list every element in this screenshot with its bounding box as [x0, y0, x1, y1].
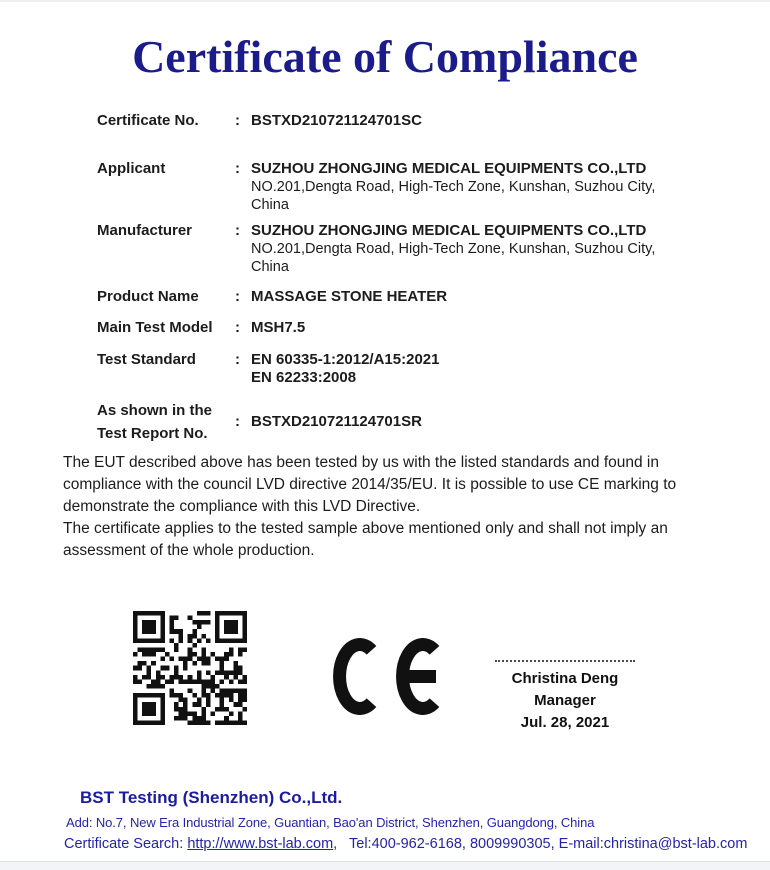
certificate-search-label: Certificate Search: — [64, 836, 188, 852]
manufacturer-address-line2: China — [251, 259, 289, 275]
field-colon: : — [235, 319, 240, 336]
field-row-main-test-model — [97, 319, 657, 337]
applicant-value — [251, 160, 657, 214]
field-colon: : — [235, 288, 240, 305]
field-row-test-report-no — [97, 399, 657, 445]
signature-dotted-line — [495, 660, 635, 662]
field-row-certificate-no — [97, 112, 657, 130]
field-colon: : — [235, 413, 240, 430]
ce-mark-icon — [333, 638, 440, 715]
compliance-statement — [63, 452, 713, 562]
statement-paragraph-1: The EUT described above has been tested by us with the listed standards and found in compliance with the council LVD directive 2014/35/EU. It is possible to use CE marking to demonstrate the compliance with this LVD Directive. — [63, 454, 677, 515]
field-colon: : — [235, 160, 240, 177]
field-colon: : — [235, 351, 240, 368]
footer-certificate-search-line — [64, 836, 770, 852]
field-label: Product Name — [97, 288, 199, 305]
field-label: Test Standard — [97, 351, 196, 368]
certificate-number-value: BSTXD210721124701SC — [251, 112, 422, 129]
field-row-manufacturer — [97, 222, 657, 276]
field-row-product-name — [97, 288, 657, 306]
page-title: Certificate of Compliance — [132, 31, 638, 82]
test-standard-line1: EN 60335-1:2012/A15:2021 — [251, 351, 440, 368]
applicant-address-line2: China — [251, 197, 289, 213]
manufacturer-address-line1: NO.201,Dengta Road, High-Tech Zone, Kunshan, Suzhou City, — [251, 241, 656, 257]
footer — [0, 780, 770, 852]
field-label — [97, 399, 235, 445]
top-edge-strip — [0, 0, 770, 2]
applicant-address-line1: NO.201,Dengta Road, High-Tech Zone, Kunshan, Suzhou City, — [251, 179, 656, 195]
field-label: Manufacturer — [97, 222, 193, 239]
test-standard-value — [251, 351, 657, 387]
manufacturer-value — [251, 222, 657, 276]
statement-paragraph-2: The certificate applies to the tested sample above mentioned only and shall not imply an assessment of the whole production. — [63, 520, 668, 559]
field-label-line1: As shown in the — [97, 402, 213, 419]
field-label: Main Test Model — [97, 319, 213, 336]
field-label: Certificate No. — [97, 112, 199, 129]
main-test-model-value: MSH7.5 — [251, 319, 306, 336]
footer-company-name: BST Testing (Shenzhen) Co.,Ltd. — [80, 788, 343, 807]
signature-block — [487, 650, 643, 734]
qr-code-icon — [133, 611, 247, 725]
field-label: Applicant — [97, 160, 166, 177]
test-standard-line2: EN 62233:2008 — [251, 369, 357, 386]
field-colon: : — [235, 222, 240, 239]
footer-contact: , Tel:400-962-6168, 8009990305, E-mail:christina@bst-lab.com — [333, 836, 748, 852]
field-label-line2: Test Report No. — [97, 425, 208, 442]
signatory-role: Manager — [534, 692, 596, 709]
applicant-company: SUZHOU ZHONGJING MEDICAL EQUIPMENTS CO.,LTD — [251, 160, 647, 177]
product-name-value: MASSAGE STONE HEATER — [251, 288, 448, 305]
field-row-applicant — [97, 160, 657, 214]
footer-address: Add: No.7, New Era Industrial Zone, Guantian, Bao'an District, Shenzhen, Guangdong, China — [66, 815, 595, 830]
manufacturer-company: SUZHOU ZHONGJING MEDICAL EQUIPMENTS CO.,LTD — [251, 222, 647, 239]
field-row-test-standard — [97, 351, 657, 387]
certificate-search-link[interactable]: http://www.bst-lab.com — [187, 836, 334, 852]
bottom-edge-strip — [0, 861, 770, 870]
signature-date: Jul. 28, 2021 — [520, 714, 610, 731]
test-report-number-value: BSTXD210721124701SR — [251, 413, 422, 430]
certificate-info-section — [97, 112, 657, 445]
signatory-name: Christina Deng — [511, 670, 619, 687]
field-colon: : — [235, 112, 240, 129]
